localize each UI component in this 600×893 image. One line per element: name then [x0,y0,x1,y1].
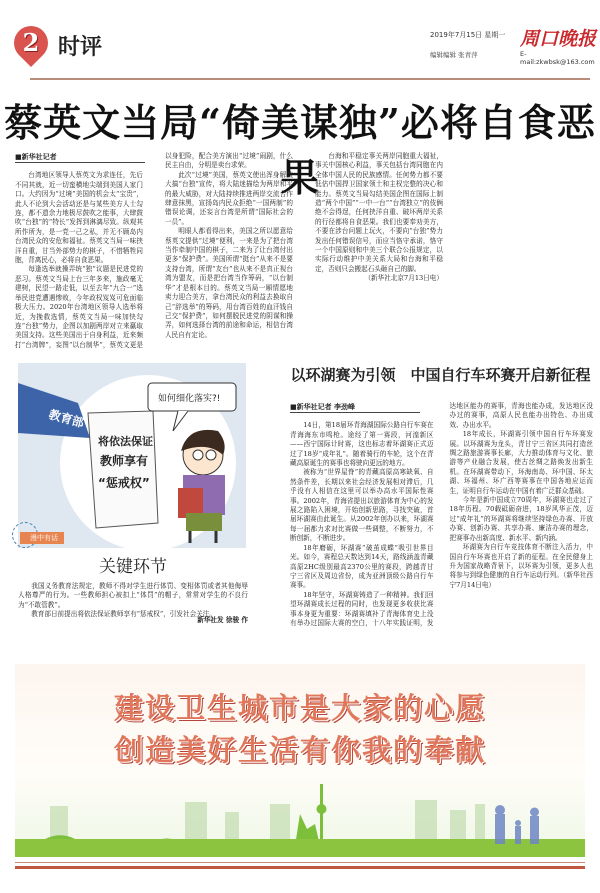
scroll-line: 教师享有 [100,454,149,468]
contact-email: E-mail:zkwbsk@163.com [520,50,595,66]
article1-headline: 蔡英文当局“倚美谋独”必将自食恶果 [4,100,596,200]
paragraph: 明眼人都看得出来，美国之所以愿意给蔡英文提供“过境”便利，一来是为了把台湾当作牵制中国的棋子，二来为了让台湾付出更多“保护费”。美国所谓“挺台”从来不是要支持台湾，所谓“友台”也从来不是真正视台湾为盟友，而是把台湾当作筹码，“以台制华”才是根本目的。蔡英文当局一厢情愿地卖力迎合美方，拿台湾民众的利益去换取自己“辞选举”的筹码，用台湾百姓的血汗钱自己交“保护费”，如何摆脱民进党的阴谋和操弄，如何选择台湾的前途和命运，相信台湾人民自有定论。 [165,227,293,339]
section-title: 时评 [58,34,103,60]
paragraph: 今年是新中国成立70周年，环湖赛也走过了18年历程。70载砥砺奋进，18岁风华正茂，迈过“成年礼”的环湖赛将继续坚持绿色办赛、开放办赛、创新办赛、共享办赛、廉洁办赛的理念，把赛事办出新高度、新水平、新内涵。 [449,496,593,542]
scroll-line: 将依法保证 [98,435,153,448]
paragraph: 18年成长，环湖赛引领中国自行车环赛发展。以环湖赛为龙头，青甘宁三省区共同打造丝绸之路旅游赛事长廊，大力推动体育与文化、旅游等产业融合发展，使古丝绸之路焕发出新生机。在环湖赛带动下，环海南岛、环中国、环太湖、环福州、环广西等赛事在中国各地应运而生，证明自行车运动在中国有着广泛群众基础。 [449,430,593,495]
article2-byline: ■新华社记者 李劲峰 [290,402,420,413]
footer-divider-thin [15,862,585,863]
article2-body [290,402,593,634]
paragraph: 环湖赛为自行车竞技体育不断注入活力，中国自行车环赛也开启了新的征程。在全民健身上升为国家战略背景下，以环赛为引领，更多人也将参与到绿色健康的自行车运动行列。（新华社西宁7月14日电） [449,543,593,589]
banner-slogan-line2: 创造美好生活有你我的奉献 [113,733,486,767]
paragraph: 18年坚守，环湖赛铸造了一种精神。我们回望环湖赛成长过程的同时，也发现更多收获比赛事本身更为重要：环湖赛填补了青海体育史上没有举办过国际大赛的空白，十八年实践证明，发达地区能办的赛事，青海也能办成，发达地区没办过的赛事，高原人民也能办出特色、办出成效、办出水平。 [290,402,593,627]
editorial-cartoon [18,363,246,548]
dateline: （新华社北京7月13日电） [364,274,443,283]
header-divider [30,78,590,80]
issue-date: 2019年7月15日 星期一 [430,31,506,39]
speech-bubble-text: 如何细化落实?! [158,394,221,404]
city-skyline-illustration [15,784,585,857]
paragraph: 我国义务教育法规定，教师不得对学生进行体罚、变相体罚或者其他侮辱人格尊严的行为。一些教师担心被扣上“体罚”的帽子，常常对学生的不良行为“不敢管教”。 [18,582,248,609]
paragraph: 14日，第18届环青海湖国际公路自行车赛在青海海东市鸣枪。途经了第一赛段，河湟新区——西宁国际计时赛，这也标志着环湖赛正式迈过了18岁“成年礼”。随着骑行的车轮，这个在青藏高原诞生的赛事也将驶向更远的地方。 [290,421,434,468]
newspaper-logo: 周口晚报 [520,28,597,50]
paragraph: 教育部日前提出将依法保证教师享有“惩戒权”，引发社会关注。 [31,610,216,619]
editor-credit: 编辑编辑 张青萍 [430,51,478,59]
page-number: 2 [22,28,40,57]
banner-slogan-line1: 建设卫生城市是大家的心愿 [113,691,486,725]
paragraph: 每逢选举就操弄统“独”议题是民进党的恶习。蔡英文当局上台三年多来，施政毫无建树，民望一路走低，以至去年“九合一”选举民进党遭遇惨败，今年政权岌岌可危面临极大压力。2020年台湾地区领导人选举将近，为挽救选情，蔡英文当局一味加快勾连“台独”势力，企图以加剧两岸对立来赢取美国支持。这些美国出于自身利益，近来频打“台湾牌”，妄图“以台制华”，蔡英文更是以身犯险，配合美方演出“过境”闹剧，什么民主自由，分明是卖台求荣。 [15,152,293,349]
scroll-icon [88,411,158,528]
footer-divider-thick [15,866,585,869]
scroll-line: “惩戒权” [98,476,150,490]
cartoon-credit: 新华社发 徐骏 作 [197,616,248,624]
article1-byline: ■新华社记者 [15,152,145,163]
paragraph: 台湾地区领导人蔡英文为求连任，先后不同其就，近一切蛮横地尖端到美国人家门口。大约因为“过境”美国的机会太“宝贵”，此人不论到大会活动还是与某些美方人士勾连，都不遗余力地极尽鼓吹之能事，大肆鼓吹“台独”的“特长”发挥到淋漓尽致。纵观其所作所为，是一党一己之私，并无不顾岛内台湾民众的安危和福祉。蔡英文当局一味挟洋自重，甘当外部势力的棋子，不惜牺牲同胞，背离民心，必将自食恶果。 [15,171,143,265]
public-service-banner [15,664,585,857]
sleeve-label: 教育部 [47,407,86,431]
article2-headline: 以环湖赛为引领 中国自行车环赛开启新征程 [290,366,591,384]
cartoon-title: 关键环节 [99,557,167,577]
paragraph: 此次“过境”美国，蔡英文使出浑身解数大搞“台独”宣传，将大陆迷描绘为两岸和平的最大威胁，对大陆持续推进两岸交流合作肆意抹黑，宣扬岛内民众拒绝“一国两制”的错误论调，还妄言台湾是所谓“国际社会的一员”。 [165,170,293,226]
paragraph: 台海和平稳定事关两岸同胞重大福祉，事关中国核心利益，事关包括台湾同胞在内全体中国人民的民族感情。任何势力都不要低估中国捍卫国家领土和主权完整的决心和能力。蔡英文当局勾结美国企图在国际上制造“两个中国”“一中一台”“台湾独立”的伎俩绝不会得逞，任何挟洋自重、破坏两岸关系的行径都将自食恶果。我们也要奉劝美方，不要在涉台问题上玩火，不要向“台独”势力发出任何错误信号，而应当恪守承诺，恪守一个中国原则和中美三个联合公报规定，以实际行动维护中美关系大局和台海和平稳定，否则只会搬起石头砸自己的脚。 [315,152,443,273]
article1-body [15,152,593,352]
paragraph: 18年磨砺，环湖赛“破茧成蝶”吸引世界目光。如今，赛程总天数达到14天，路线涵盖青藏高原2HC级别最高2370公里的赛段，跨越青甘宁三省区及周边省份，成为亚洲顶级公路自行车赛事。 [290,543,434,590]
cartoon-column-tag: 漫中有话 [20,532,64,544]
paragraph: 被称为“世界屋脊”的青藏高原高寒缺氧、自然条件差，长期以来社会经济发展相对滞后，几乎没有人相信在这里可以举办高水平国际性赛事。2002年，青海省提出以旅游体育为中心的发展之路陷入困境，开始创新思路，寻找突破，首届环湖赛由此诞生。从2002年创办以来，环湖赛每一届都力求对比赛做一些调整，不断努力，不断创新，不断进步。 [290,468,434,543]
